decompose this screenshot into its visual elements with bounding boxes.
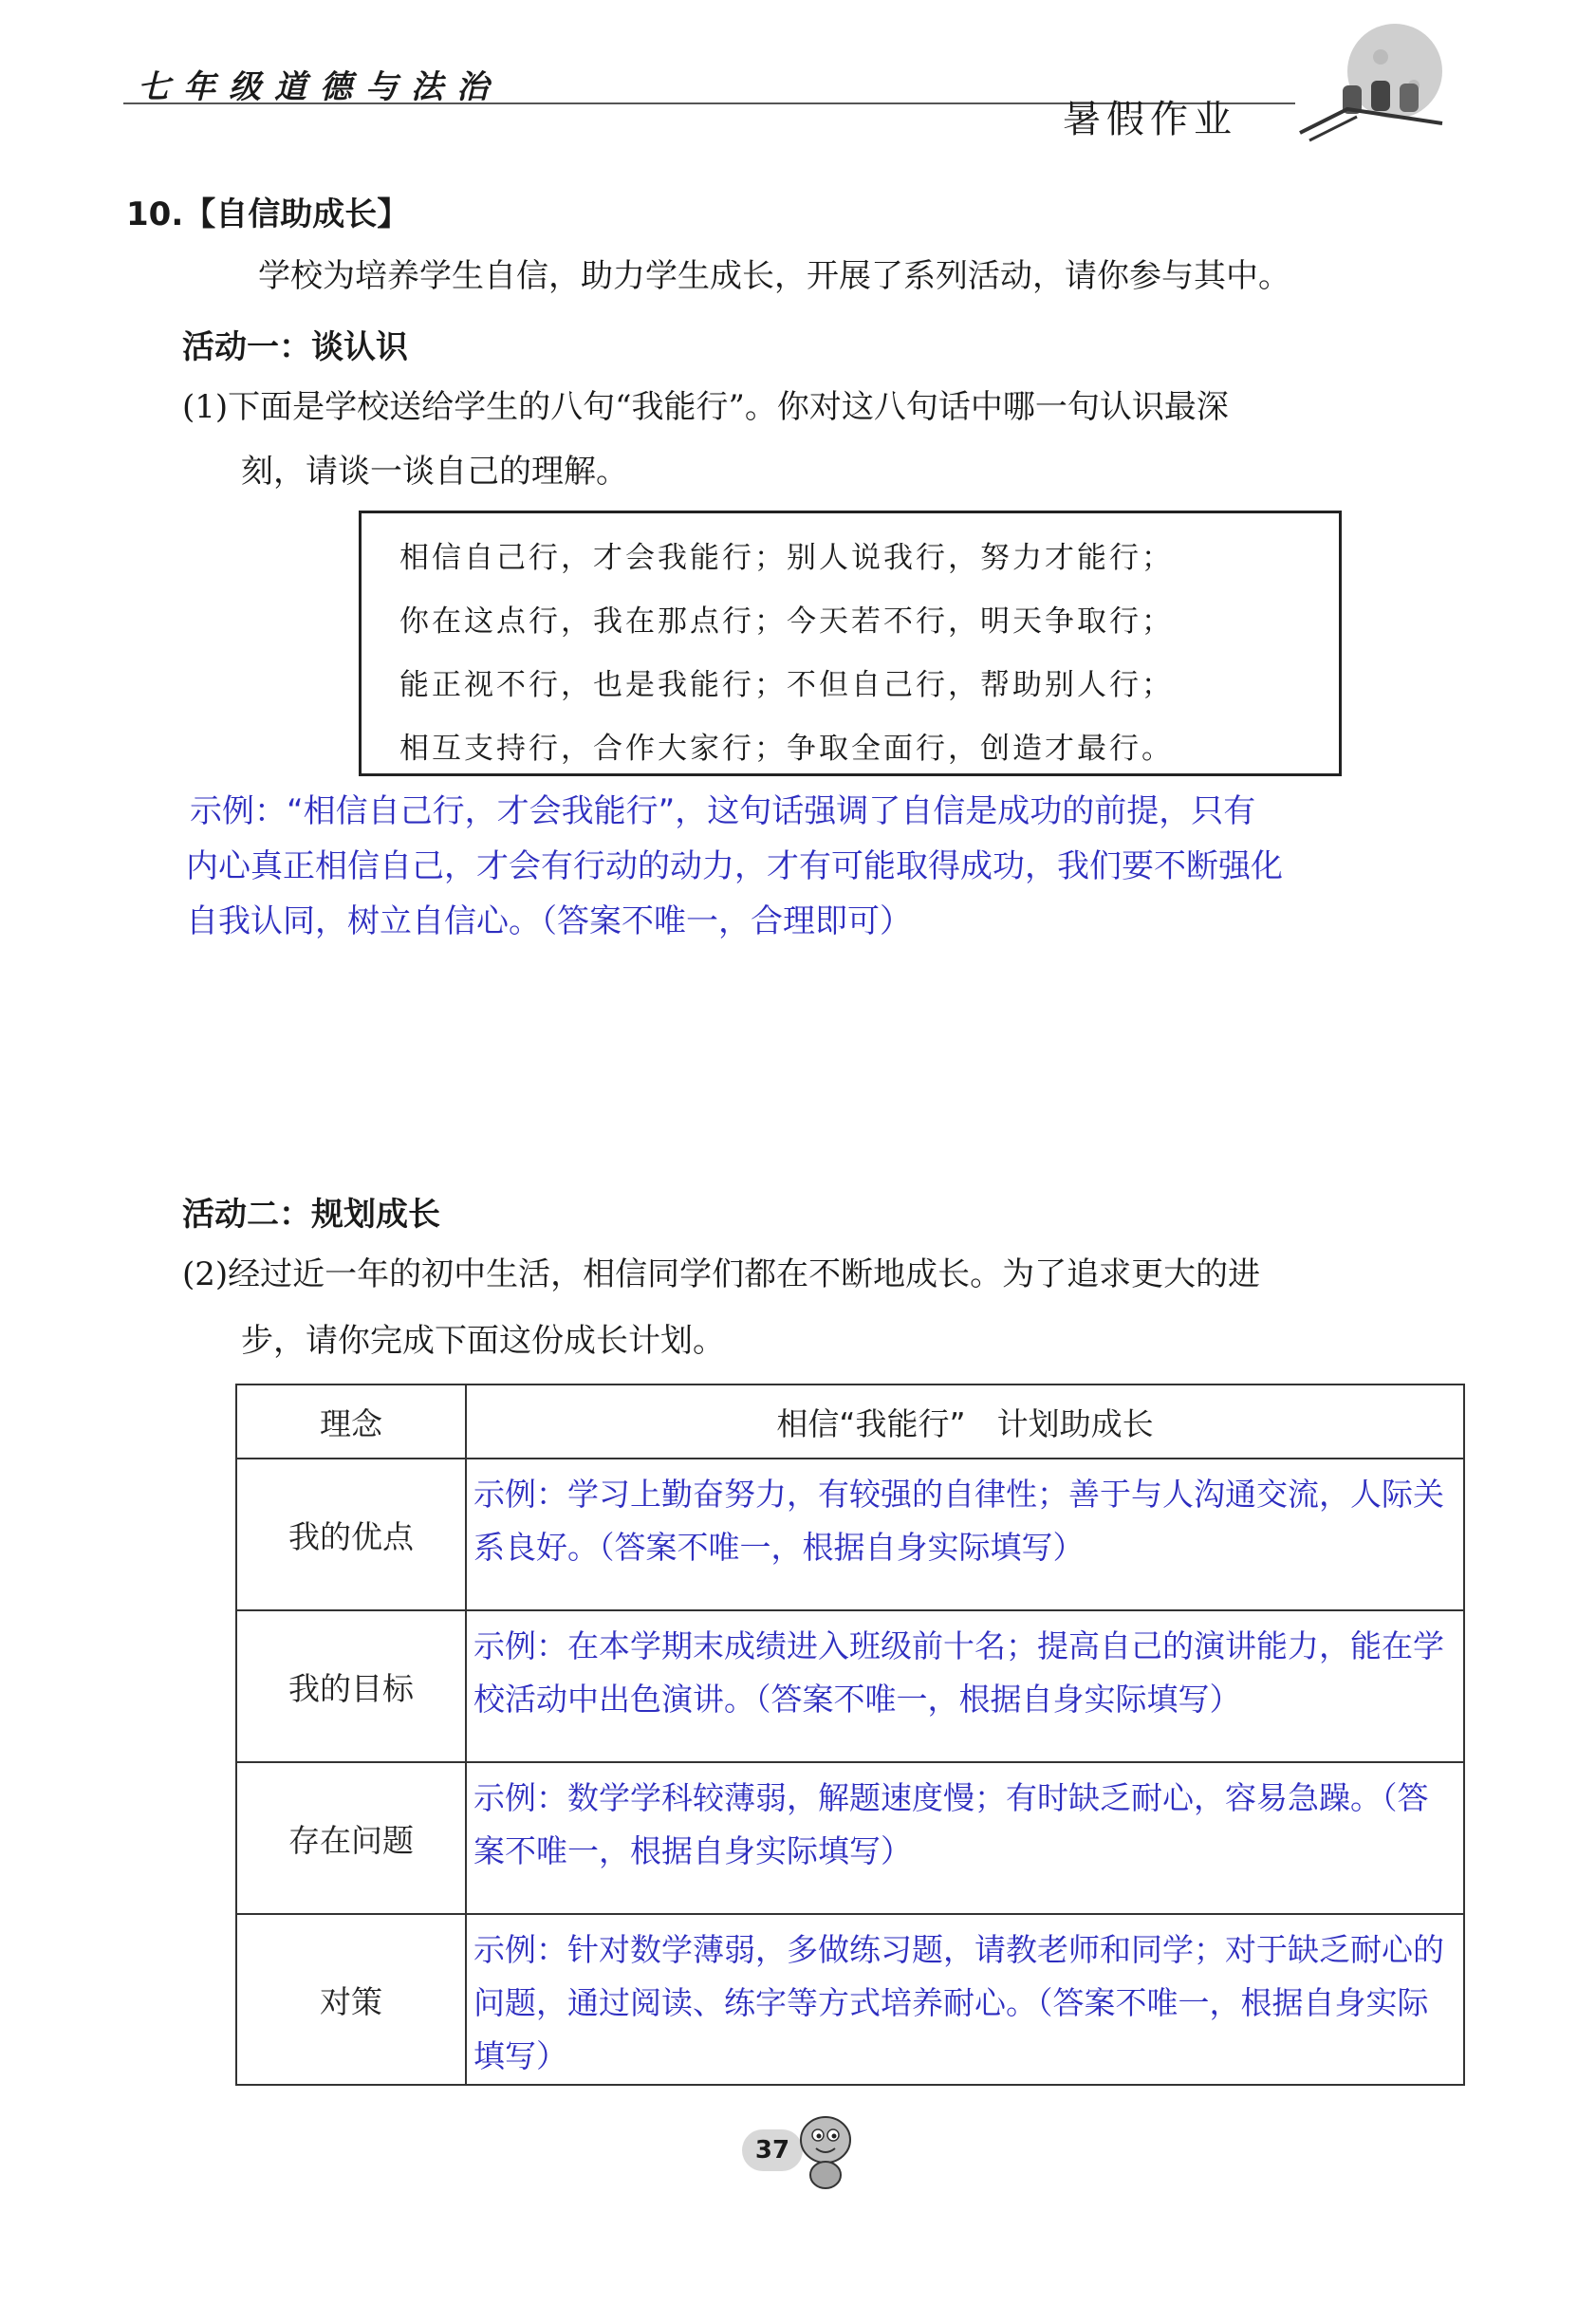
table-row bbox=[236, 1610, 1464, 1762]
activity1-answer-line3: 自我认同，树立自信心。（答案不唯一，合理即可） bbox=[186, 902, 912, 940]
growth-plan-table bbox=[235, 1384, 1465, 2086]
table-row bbox=[236, 1762, 1464, 1914]
table-header-right: 相信“我能行” 计划助成长 bbox=[466, 1385, 1464, 1459]
slogan-line: 相信自己行，才会我能行；别人说我行，努力才能行； bbox=[399, 541, 1174, 575]
activity1-answer-line2: 内心真正相信自己，才会有行动的动力，才有可能取得成功，我们要不断强化 bbox=[186, 847, 1283, 885]
activity1-prompt-line2: 刻，请谈一谈自己的理解。 bbox=[241, 453, 628, 491]
slogan-line: 能正视不行，也是我能行；不但自己行，帮助别人行； bbox=[399, 668, 1174, 702]
activity1-title: 活动一：谈认识 bbox=[182, 328, 408, 366]
activity1-prompt-line1: (1)下面是学校送给学生的八句“我能行”。你对这八句话中哪一句认识最深 bbox=[182, 388, 1229, 426]
slogan-line: 你在这点行，我在那点行；今天若不行，明天争取行； bbox=[399, 604, 1174, 639]
page-number: 37 bbox=[742, 2129, 803, 2171]
section-title: 暑假作业 bbox=[1063, 98, 1237, 141]
row-answer: 示例：数学学科较薄弱，解题速度慢；有时缺乏耐心，容易急躁。（答案不唯一，根据自身实际填写） bbox=[473, 1779, 1429, 1869]
table-header-left: 理念 bbox=[236, 1385, 466, 1459]
question-title: 10.【自信助成长】 bbox=[126, 195, 410, 233]
table-row bbox=[236, 1914, 1464, 2085]
row-answer-cell bbox=[466, 1762, 1464, 1914]
activity2-prompt-line1: (2)经过近一年的初中生活，相信同学们都在不断地成长。为了追求更大的进 bbox=[182, 1255, 1261, 1293]
activity2-title: 活动二：规划成长 bbox=[182, 1196, 440, 1234]
row-label: 存在问题 bbox=[236, 1762, 466, 1914]
row-label: 我的目标 bbox=[236, 1610, 466, 1762]
row-answer-cell bbox=[466, 1914, 1464, 2085]
children-on-moon-illustration-icon bbox=[1290, 19, 1480, 152]
activity1-answer-line1: 示例：“相信自己行，才会我能行”，这句话强调了自信是成功的前提，只有 bbox=[190, 792, 1256, 830]
book-title: 七年级道德与法治 bbox=[138, 68, 502, 106]
table-header-row bbox=[236, 1385, 1464, 1459]
row-answer: 示例：针对数学薄弱，多做练习题，请教老师和同学；对于缺乏耐心的问题，通过阅读、练字等方式培养耐心。（答案不唯一，根据自身实际填写） bbox=[473, 1931, 1444, 2074]
activity2-prompt-line2: 步，请你完成下面这份成长计划。 bbox=[241, 1322, 725, 1360]
table-row bbox=[236, 1459, 1464, 1610]
row-answer-cell bbox=[466, 1610, 1464, 1762]
slogan-line: 相互支持行，合作大家行；争取全面行，创造才最行。 bbox=[399, 732, 1174, 766]
slogan-box bbox=[359, 511, 1342, 776]
row-answer: 示例：学习上勤奋努力，有较强的自律性；善于与人沟通交流，人际关系良好。（答案不唯一，根据自身实际填写） bbox=[473, 1476, 1444, 1566]
row-label: 对策 bbox=[236, 1914, 466, 2085]
question-intro: 学校为培养学生自信，助力学生成长，开展了系列活动，请你参与其中。 bbox=[258, 257, 1290, 295]
cartoon-mascot-icon bbox=[788, 2107, 863, 2192]
row-label: 我的优点 bbox=[236, 1459, 466, 1610]
row-answer-cell bbox=[466, 1459, 1464, 1610]
row-answer: 示例：在本学期末成绩进入班级前十名；提高自己的演讲能力，能在学校活动中出色演讲。（答案不唯一，根据自身实际填写） bbox=[473, 1627, 1444, 1718]
